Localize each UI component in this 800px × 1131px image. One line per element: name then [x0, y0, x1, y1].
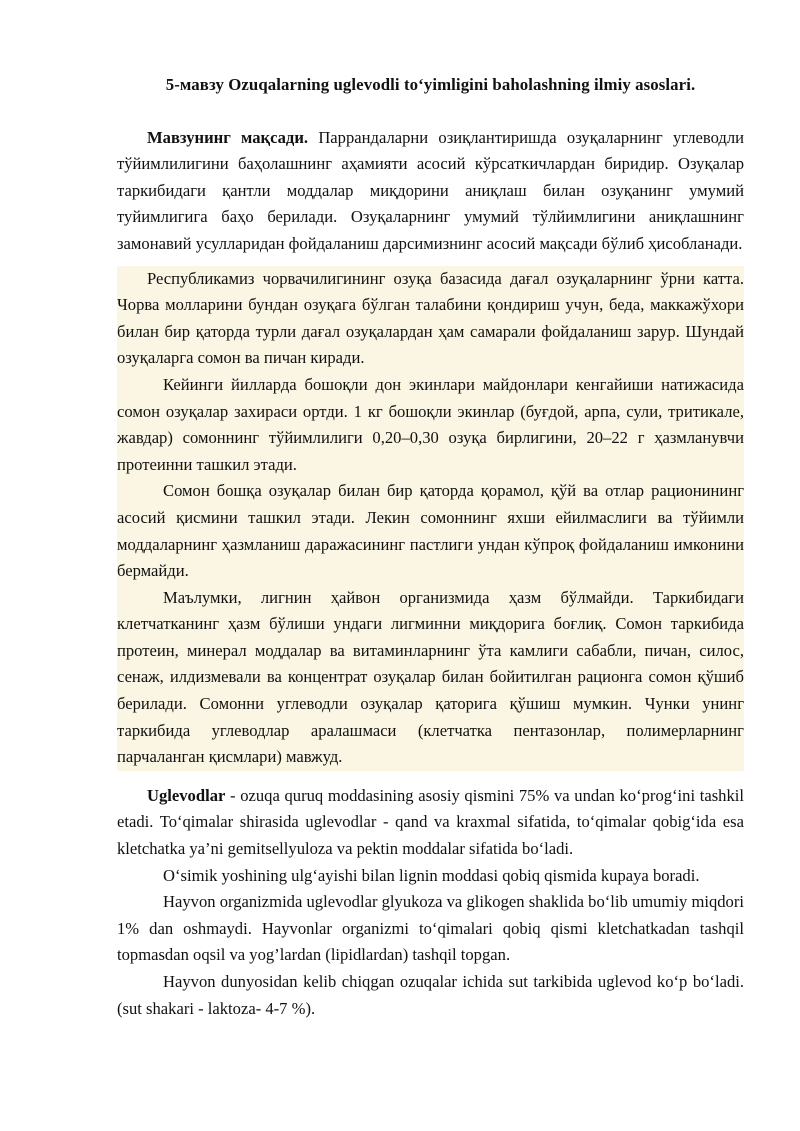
goal-text: Паррандаларни озиқлантиришда озуқаларнинг углеводли тўйимлилигини баҳолашнинг аҳамияти асосий кўрсаткичлардан биридир. Озуқалар таркибидаги қантли моддалар миқдорини аниқлаш билан озуқанинг умумий туйимлигига баҳо берилади. Озуқаларнинг умумий тўлйимлигини аниқлашнинг замонавий усулларидан фойдаланиш дарсимизнинг асосий мақсади бўлиб ҳисобланади. — [117, 127, 744, 253]
highlighted-section — [117, 266, 744, 771]
paragraph-4: Сомон бошқа озуқалар билан бир қаторда қорамол, қўй ва отлар рационининг асосий қисмини ташкил этади. Лекин сомоннинг яхши ейилмаслиги ва тўйимли моддаларнинг ҳазмланиш даражасининг пастлиги ундан кўпроқ фойдаланиш имконини бермайди. — [117, 481, 744, 581]
goal-label: Мавзунинг мақсади. — [147, 127, 309, 147]
paragraph-5: Маълумки, лигнин ҳайвон организмида ҳазм бўлмайди. Таркибидаги клетчатканинг ҳазм бўлиши ундаги лигминни миқдорига боғлиқ. Сомон таркибида протеин, минерал моддалар ва витаминларнинг ўта камлиги сабабли, пичан, силос, сенаж, илдизмевали ва концентрат озуқалар билан бойитилган рационга сомон қўшиб берилади. Сомонни углеводли озуқалар қаторига қўшиш мумкин. Чунки унинг таркибида углеводлар аралашмаси (клетчатка пентазонлар, полимерларнинг парчаланган қисмлари) мавжуд. — [117, 587, 744, 767]
paragraph-8: Hayvon organizmida uglevodlar glyukoza va glikogen shaklida bo‘lib umumiy miqdori 1% dan oshmaydi. Hayvonlar organizmi to‘qimalari qobiq qismi kletchatkadan tashqil topmasdan oqsil va yog’lardan (lipidlardan) tashqil topgan. — [117, 892, 744, 965]
paragraph-uglevodlar — [117, 783, 744, 863]
page-title: 5-мавзу Ozuqalarning uglevodli to‘yimligini baholashning ilmiy asoslari. — [165, 75, 696, 94]
paragraph-2: Республикамиз чорвачилигининг озуқа базасида дағал озуқаларнинг ўрни катта. Чорва молларини бундан озуқага бўлган талабини қондириш учун, беда, маккажўхори билан бир қаторда турли дағал озуқалардан ҳам самарали фойдаланиш зарур. Шундай озуқаларга сомон ва пичан киради. — [117, 268, 744, 368]
uglevodlar-label: Uglevodlar — [147, 785, 226, 805]
paragraph-9: Hayvon dunyosidan kelib chiqgan ozuqalar ichida sut tarkibida uglevod ko‘p bo‘ladi. (sut shakari - laktoza- 4-7 %). — [117, 972, 744, 1018]
paragraph-goal — [117, 125, 744, 258]
uglevodlar-text: - ozuqa quruq moddasining asosiy qismini 75% va undan ko‘prog‘ini tashkil etadi. To‘qimalar shirasida uglevodlar - qand va kraxmal sifatida, to‘qimalar qobig‘ida esa kletchatka ya’ni gemitsellyuloza va pektin moddalar sifatida bo‘ladi. — [117, 785, 744, 859]
paragraph-7: O‘simik yoshining ulg‘ayishi bilan lignin moddasi qobiq qismida kupaya boradi. — [163, 865, 700, 885]
document-page — [117, 72, 744, 1022]
paragraph-3: Кейинги йилларда бошоқли дон экинлари майдонлари кенгайиши натижасида сомон озуқалар захираси ортди. 1 кг бошоқли экинлар (буғдой, арпа, сули, тритикале, жавдар) сомоннинг тўйимлилиги 0,20–0,30 озуқа бирлигини, 20–22 г ҳазмланувчи протеинни ташкил этади. — [117, 374, 744, 474]
